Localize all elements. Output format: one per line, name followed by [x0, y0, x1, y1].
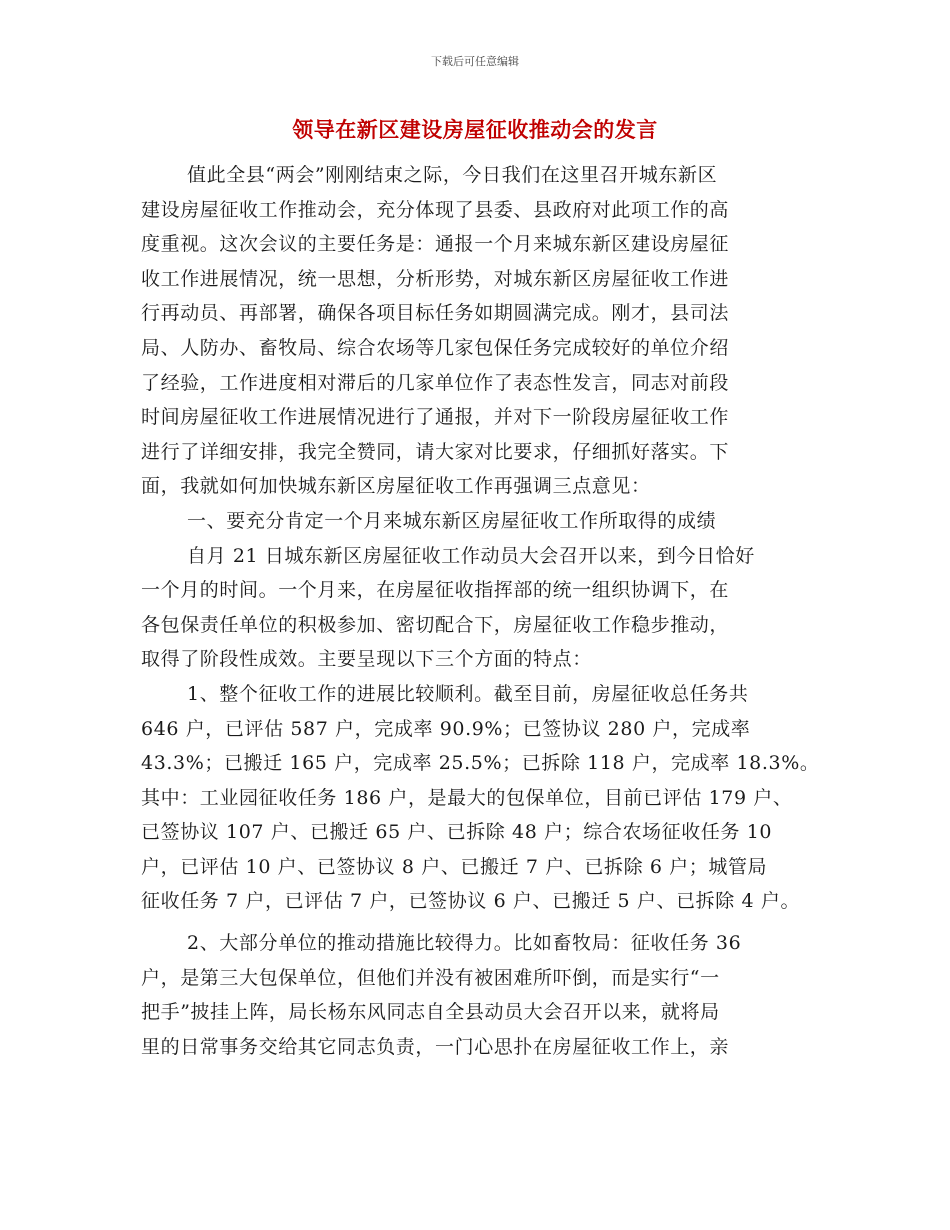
text-line: 局、人防办、畜牧局、综合农场等几家包保任务完成较好的单位介绍	[141, 336, 730, 359]
text-line: 里的日常事务交给其它同志负责，一门心思扑在房屋征收工作上，亲	[141, 1035, 730, 1058]
text-line: 建设房屋征收工作推动会，充分体现了县委、县政府对此项工作的高	[141, 198, 730, 221]
text-line: 收工作进展情况，统一思想，分析形势，对城东新区房屋征收工作进	[141, 267, 730, 290]
header-note: 下载后可任意编辑	[431, 55, 519, 68]
text-line: 一个月的时间。一个月来，在房屋征收指挥部的统一组织协调下，在	[141, 579, 730, 602]
text-line: 户，是第三大包保单位，但他们并没有被困难所吓倒，而是实行“一	[141, 966, 720, 989]
text-line: 已签协议 107 户、已搬迁 65 户、已拆除 48 户；综合农场征收任务 10	[141, 821, 773, 844]
text-line: 进行了详细安排，我完全赞同，请大家对比要求，仔细抓好落实。下	[141, 440, 730, 463]
text-line: 面，我就如何加快城东新区房屋征收工作再强调三点意见：	[141, 475, 651, 498]
text-line: 值此全县“两会”刚刚结束之际，今日我们在这里召开城东新区	[187, 164, 718, 186]
text-line: 了经验，工作进度相对滞后的几家单位作了表态性发言，同志对前段	[141, 371, 730, 394]
text-line: 自月 21 日城东新区房屋征收工作动员大会召开以来，到今日恰好	[187, 544, 755, 567]
document-body	[141, 158, 831, 1064]
text-line: 取得了阶段性成效。主要呈现以下三个方面的特点：	[141, 648, 592, 671]
text-line: 43.3%；已搬迁 165 户，完成率 25.5%；已拆除 118 户，完成率 18.3%。	[141, 752, 820, 775]
document-title: 领导在新区建设房屋征收推动会的发言	[292, 118, 658, 142]
text-line: 行再动员、再部署，确保各项目标任务如期圆满完成。刚才，县司法	[141, 302, 730, 325]
text-line: 把手”披挂上阵，局长杨东风同志自全县动员大会召开以来，就将局	[141, 1001, 720, 1024]
text-line: 时间房屋征收工作进展情况进行了通报，并对下一阶段房屋征收工作	[141, 406, 730, 429]
text-line: 各包保责任单位的积极参加、密切配合下，房屋征收工作稳步推动，	[141, 613, 730, 636]
text-line: 其中：工业园征收任务 186 户，是最大的包保单位，目前已评估 179 户、	[141, 786, 793, 809]
text-line: 646 户，已评估 587 户，完成率 90.9%；已签协议 280 户，完成率	[141, 717, 751, 740]
text-line: 1、整个征收工作的进展比较顺利。截至目前，房屋征收总任务共	[187, 682, 749, 705]
text-line: 征收任务 7 户，已评估 7 户，已签协议 6 户、已搬迁 5 户、已拆除 4 户。	[141, 890, 801, 913]
text-line: 一、要充分肯定一个月来城东新区房屋征收工作所取得的成绩	[187, 509, 717, 532]
text-line: 户，已评估 10 户、已签协议 8 户、已搬迁 7 户、已拆除 6 户；城管局	[141, 855, 768, 878]
text-line: 度重视。这次会议的主要任务是：通报一个月来城东新区建设房屋征	[141, 233, 730, 256]
text-line: 2、大部分单位的推动措施比较得力。比如畜牧局：征收任务 36	[187, 932, 742, 955]
